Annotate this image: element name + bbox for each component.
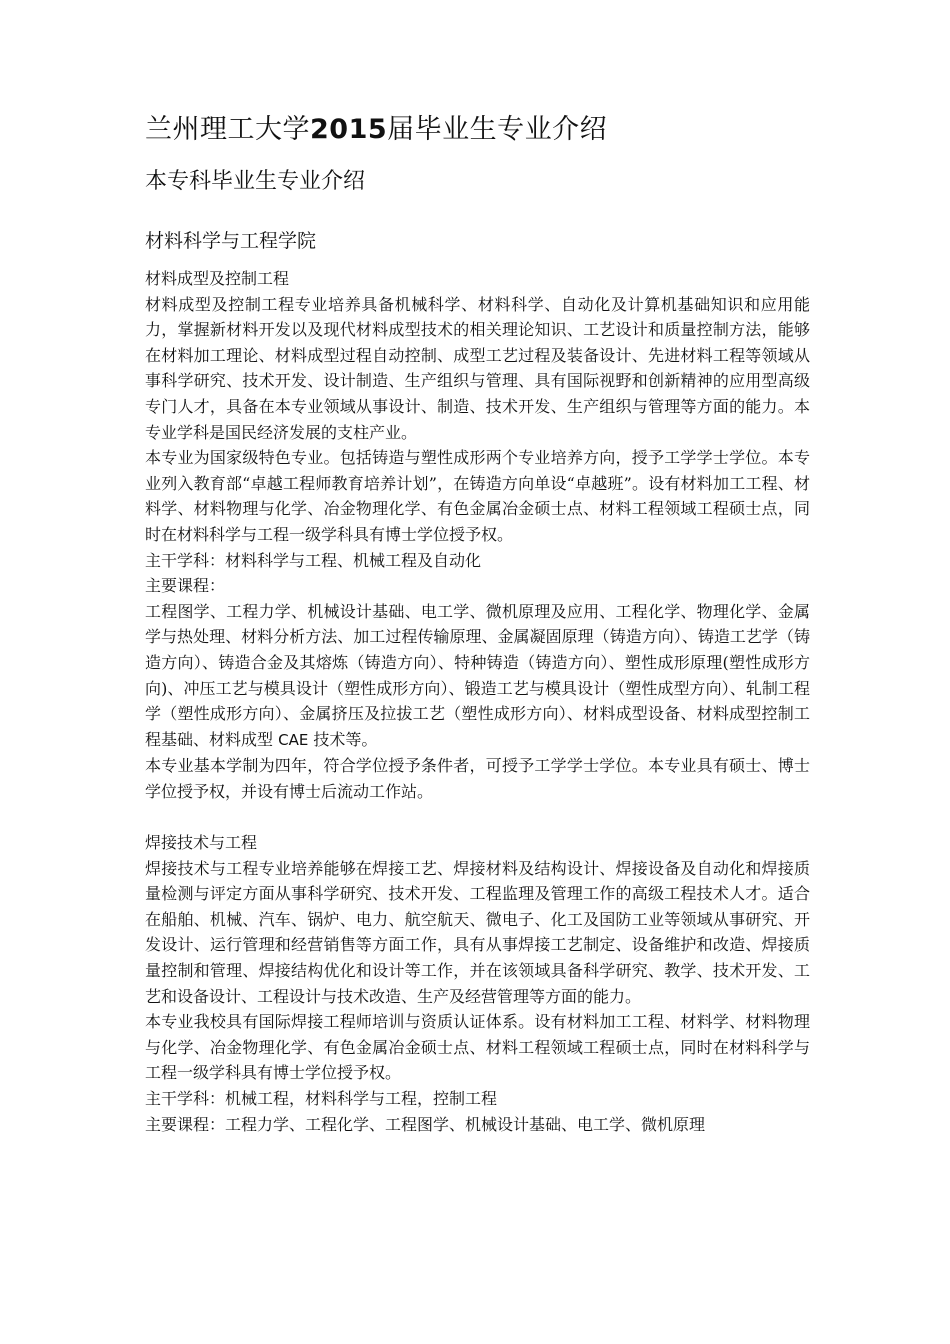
courses-cae: CAE [278,730,309,749]
courses-text: 工程图学、工程力学、机械设计基础、电工学、微机原理及应用、工程化学、物理化学、金属学与热处理、材料分析方法、加工过程传输原理、金属凝固原理（铸造方向）、铸造工艺学（铸造方向）、铸造合金及其熔炼（铸造方向）、特种铸造（铸造方向）、塑性成形原理(塑性成形方向)、冲压工艺与模具设计（塑性成形方向）、锻造工艺与模具设计（塑性成型方向）、轧制工程学（塑性成形方向）、金属挤压及拉拔工艺（塑性成形方向）、材料成型设备、材料成型控制工程基础、材料成型 [145,601,810,749]
main-discipline: 主干学科：材料科学与工程、机械工程及自动化 [145,550,482,570]
college-heading: 材料科学与工程学院 [145,230,317,252]
major-intro: 焊接技术与工程专业培养能够在焊接工艺、焊接材料及结构设计、焊接设备及自动化和焊接质量检测与评定方面从事科学研究、技术开发、工程监理及管理工作的高级工程技术人才。适合在船舶、机械、汽车、锅炉、电力、航空航天、微电子、化工及国防工业等领域从事研究、开发设计、运行管理和经营销售等方面工作，具有从事焊接工艺制定、设备维护和改造、焊接质量控制和管理、焊接结构优化和设计等工作，并在该领域具备科学研究、教学、技术开发、工艺和设备设计、工程设计与技术改造、生产及经营管理等方面的能力。 [145,858,810,1006]
major-name: 材料成型及控制工程 [145,269,290,288]
major-name: 焊接技术与工程 [145,833,258,853]
document-subtitle: 本专科毕业生专业介绍 [145,169,366,194]
document-title [145,110,810,150]
title-year: 2015 [310,114,388,145]
courses-list: 主要课程：工程力学、工程化学、工程图学、机械设计基础、电工学、微机原理 [145,1114,706,1134]
major-section-welding [145,830,810,1137]
major-duration: 本专业基本学制为四年，符合学位授予条件者，可授予工学学士学位。本专业具有硕士、博士学位授予权，并设有博士后流动工作站。 [145,756,810,801]
major-intro: 材料成型及控制工程专业培养具备机械科学、材料科学、自动化及计算机基础知识和应用能力，掌握新材料开发以及现代材料成型技术的相关理论知识、工艺设计和质量控制方法，能够在材料加工理论、材料成型过程自动控制、成型工艺过程及装备设计、先进材料工程等领域从事科学研究、技术开发、设计制造、生产组织与管理、具有国际视野和创新精神的应用型高级专门人才，具备在本专业领域从事设计、制造、技术开发、生产组织与管理等方面的能力。本专业学科是国民经济发展的支柱产业。 [145,294,810,442]
major-section-materials-forming [145,266,810,804]
courses-text-end: 技术等。 [313,729,378,749]
title-text-part2: 届毕业生专业介绍 [387,114,608,145]
main-discipline: 主干学科：机械工程，材料科学与工程，控制工程 [145,1089,498,1108]
courses-label: 主要课程： [145,576,226,596]
courses-list [145,599,810,754]
document-page [145,110,810,1137]
major-features: 本专业为国家级特色专业。包括铸造与塑性成形两个专业培养方向，授予工学学士学位。本专业列入教育部“卓越工程师教育培养计划”，在铸造方向单设“卓越班”。设有材料加工工程、材料学、材料物理与化学、冶金物理化学、有色金属冶金硕士点、材料工程领域工程硕士点，同时在材料科学与工程一级学科具有博士学位授予权。 [145,448,810,544]
title-text-part1: 兰州理工大学 [145,114,310,145]
section-spacer [145,804,810,830]
major-features: 本专业我校具有国际焊接工程师培训与资质认证体系。设有材料加工工程、材料学、材料物理与化学、冶金物理化学、有色金属冶金硕士点、材料工程领域工程硕士点，同时在材料科学与工程一级学科具有博士学位授予权。 [145,1012,810,1083]
